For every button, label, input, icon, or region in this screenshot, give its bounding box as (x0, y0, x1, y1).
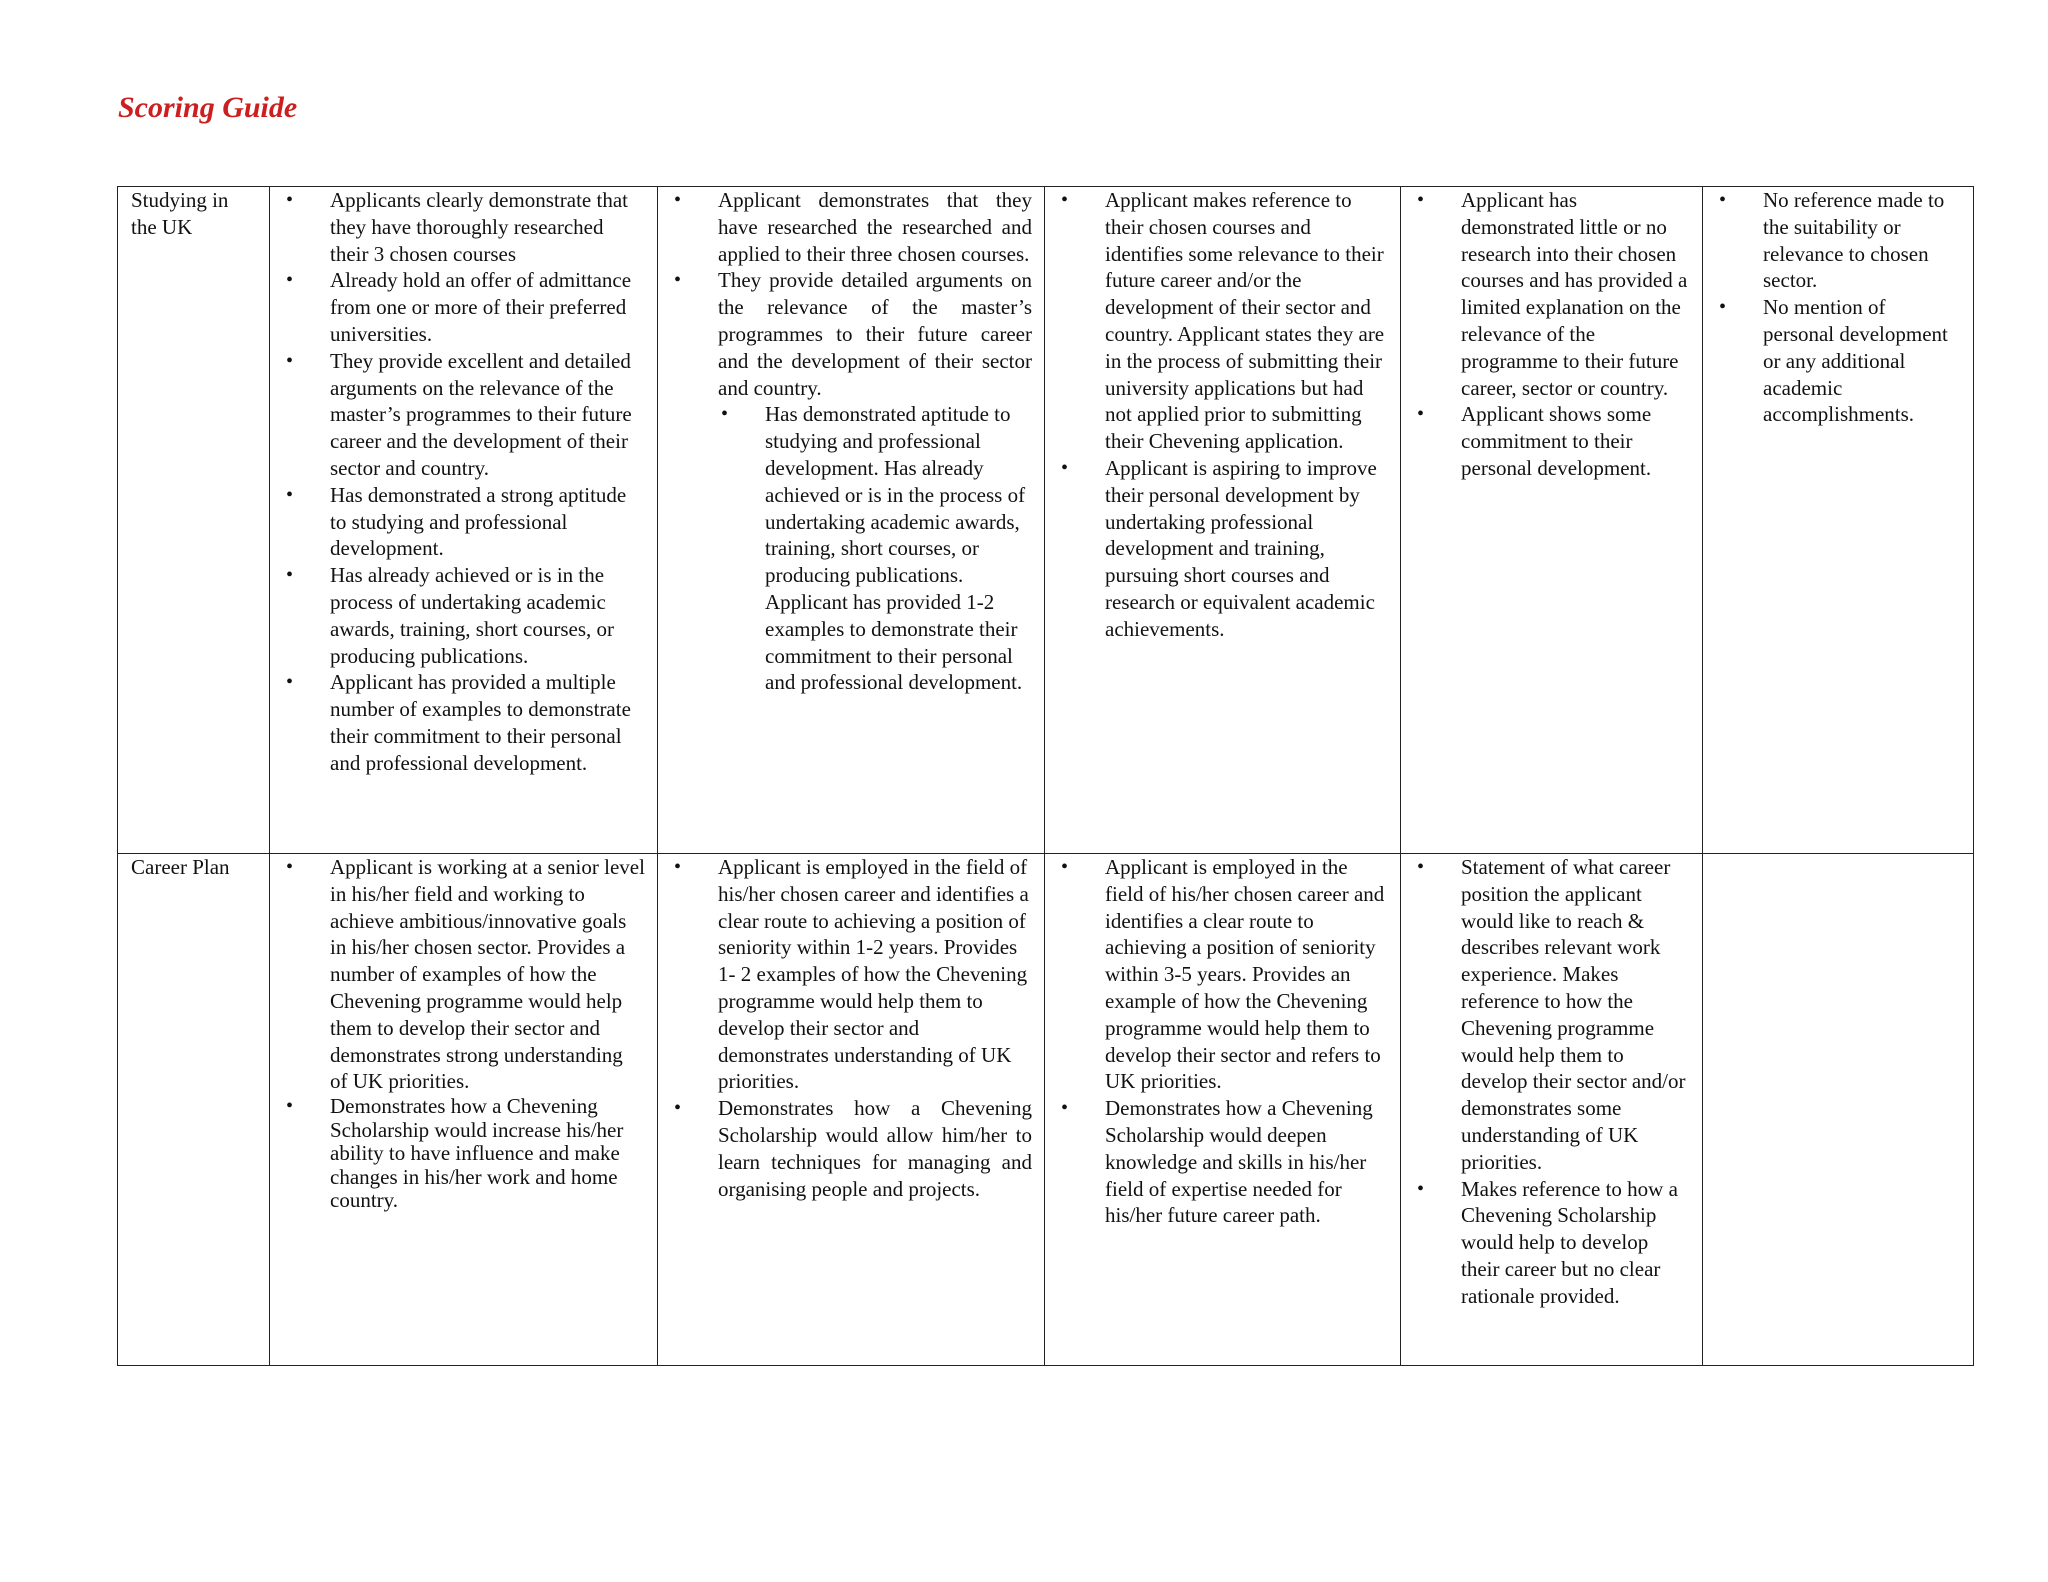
list-item: • Has demonstrated a strong aptitude to studying and professional development. (330, 482, 645, 562)
list-item: • Applicant makes reference to their chosen courses and identifies some relevance to their future career and/or the development of their sector and country. Applicant states they are in the process of submitting their university applications but had not applied prior to submitting their Chevening application. (1105, 187, 1388, 455)
criteria-list (1401, 854, 1702, 1310)
row-heading: Career Plan (118, 854, 270, 1366)
list-item: • Applicant shows some commitment to their personal development. (1461, 401, 1690, 481)
list-item: • Demonstrates how a Chevening Scholarship would increase his/her ability to have influence and make changes in his/her work and home country. (330, 1095, 645, 1213)
list-item: • Makes reference to how a Chevening Scholarship would help to develop their career but no clear rationale provided. (1461, 1176, 1690, 1310)
criteria-cell (1703, 187, 1974, 854)
list-item: • Applicant is aspiring to improve their personal development by undertaking professional development and training, pursuing short courses and research or equivalent academic achievements. (1105, 455, 1388, 643)
list-item: • Demonstrates how a Chevening Scholarship would deepen knowledge and skills in his/her field of expertise needed for his/her future career path. (1105, 1095, 1388, 1229)
list-item: • They provide detailed arguments on the relevance of the master’s programmes to their future career and the development of their sector and country. (718, 267, 1032, 401)
list-item: • Statement of what career position the applicant would like to reach & describes relevant work experience. Makes reference to how the Chevening programme would help them to develop their sector and/or demonstrates some understanding of UK priorities. (1461, 854, 1690, 1176)
list-item: • Applicant is employed in the field of his/her chosen career and identifies a clear route to achieving a position of seniority within 1-2 years. Provides 1- 2 examples of how the Chevening programme would help them to develop their sector and demonstrates understanding of UK priorities. (718, 854, 1032, 1095)
criteria-list (1045, 187, 1400, 643)
list-item: • Applicant demonstrates that they have researched the researched and applied to their three chosen courses. (718, 187, 1032, 267)
criteria-cell-empty (1703, 854, 1974, 1366)
list-item: • No reference made to the suitability or relevance to chosen sector. (1763, 187, 1961, 294)
list-item: • Applicants clearly demonstrate that they have thoroughly researched their 3 chosen courses (330, 187, 645, 267)
criteria-list (270, 854, 657, 1213)
criteria-cell (1045, 854, 1401, 1366)
criteria-cell (270, 854, 658, 1366)
list-item: • Demonstrates how a Chevening Scholarship would allow him/her to learn techniques for managing and organising people and projects. (718, 1095, 1032, 1202)
criteria-cell (270, 187, 658, 854)
list-item: • Already hold an offer of admittance from one or more of their preferred universities. (330, 267, 645, 347)
list-item: • They provide excellent and detailed arguments on the relevance of the master’s programmes to their future career and the development of their sector and country. (330, 348, 645, 482)
criteria-list (658, 187, 1044, 401)
criteria-cell (1045, 187, 1401, 854)
list-item: • Applicant is employed in the field of his/her chosen career and identifies a clear route to achieving a position of seniority within 3-5 years. Provides an example of how the Chevening programme would help them to develop their sector and refers to UK priorities. (1105, 854, 1388, 1095)
list-item: • Applicant is working at a senior level in his/her field and working to achieve ambitious/innovative goals in his/her chosen sector. Provides a number of examples of how the Chevening programme would help them to develop their sector and demonstrates strong understanding of UK priorities. (330, 854, 645, 1095)
criteria-sublist (658, 401, 1044, 696)
criteria-list (1045, 854, 1400, 1229)
scoring-table (117, 186, 1974, 1366)
table-row (118, 854, 1974, 1366)
row-heading: Studying in the UK (118, 187, 270, 854)
table-row (118, 187, 1974, 854)
criteria-cell (1401, 187, 1703, 854)
criteria-list (1703, 187, 1973, 428)
criteria-list (270, 187, 657, 777)
criteria-list (1401, 187, 1702, 482)
criteria-cell (658, 854, 1045, 1366)
page-title: Scoring Guide (118, 91, 298, 124)
list-item: • Applicant has demonstrated little or no research into their chosen courses and has provided a limited explanation on the relevance of the programme to their future career, sector or country. (1461, 187, 1690, 401)
criteria-list (658, 854, 1044, 1202)
criteria-cell (658, 187, 1045, 854)
list-item: • Has demonstrated aptitude to studying and professional development. Has already achieved or is in the process of undertaking academic awards, training, short courses, or producing publications. Applicant has provided 1-2 examples to demonstrate their commitment to their personal and professional development. (765, 401, 1032, 696)
criteria-cell (1401, 854, 1703, 1366)
list-item: • No mention of personal development or any additional academic accomplishments. (1763, 294, 1961, 428)
list-item: • Has already achieved or is in the process of undertaking academic awards, training, short courses, or producing publications. (330, 562, 645, 669)
list-item: • Applicant has provided a multiple number of examples to demonstrate their commitment to their personal and professional development. (330, 669, 645, 776)
